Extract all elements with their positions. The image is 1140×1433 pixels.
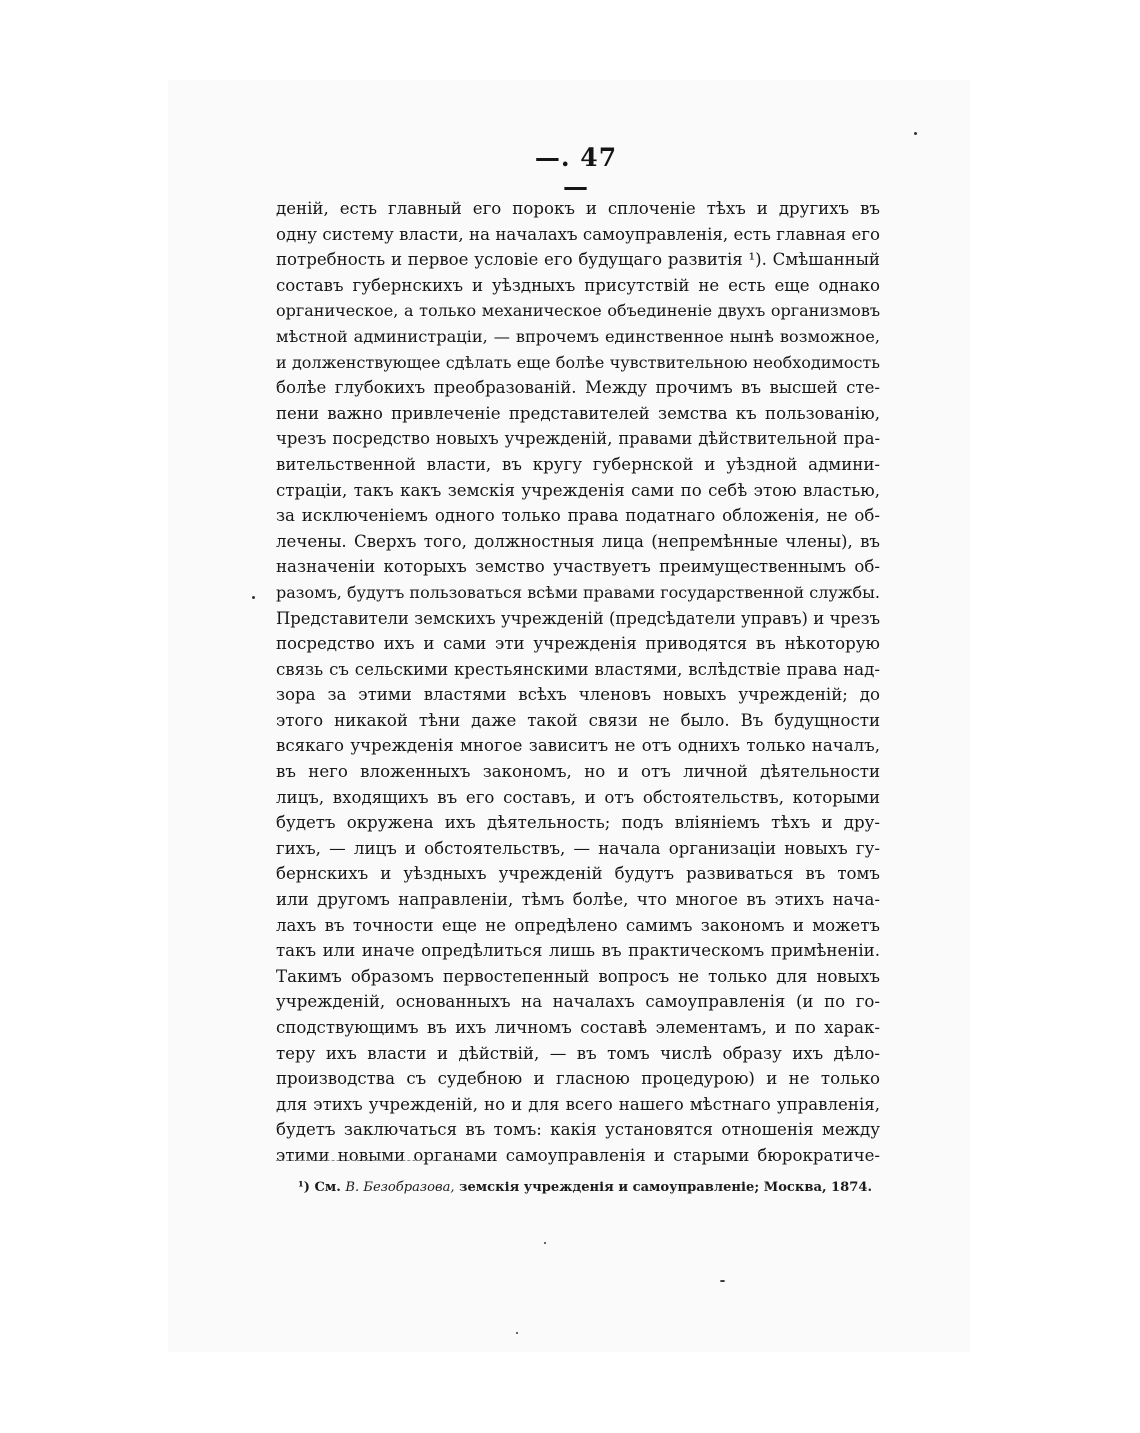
text-line: органическое, а только механическое объединеніе двухъ организмовъ bbox=[276, 301, 880, 321]
text-line: сподствующимъ въ ихъ личномъ составѣ элементамъ, и по харак- bbox=[276, 1018, 880, 1037]
text-line: лицъ, входящихъ въ его составъ, и отъ обстоятельствъ, которыми bbox=[276, 787, 880, 807]
scan-speck bbox=[252, 596, 255, 599]
text-line: этого никакой тѣни даже такой связи не было. Въ будущности bbox=[276, 710, 880, 730]
text-line: за исключеніемъ одного только права податнаго обложенія, не об- bbox=[276, 506, 880, 526]
page-number: —. 47 — bbox=[534, 143, 618, 201]
text-line: вительственной власти, въ кругу губернской и уѣздной админи- bbox=[276, 454, 880, 474]
text-line: потребность и первое условіе его будущаго развитія ¹). Смѣшанный bbox=[276, 250, 880, 270]
text-line: чрезъ посредство новыхъ учрежденій, правами дѣйствительной пра- bbox=[276, 429, 880, 449]
text-line: зора за этими властями всѣхъ членовъ новыхъ учрежденій; до bbox=[276, 685, 880, 705]
text-line: всякаго учрежденія многое зависитъ не отъ однихъ только началъ, bbox=[276, 736, 880, 756]
footnote-separator bbox=[276, 1160, 476, 1161]
text-line: и долженствующее сдѣлать еще болѣе чувствительною необходимость bbox=[276, 352, 880, 372]
text-line: такъ или иначе опредѣлиться лишь въ практическомъ примѣненіи. bbox=[276, 941, 880, 961]
text-line: пени важно привлеченіе представителей земства къ пользованію, bbox=[276, 403, 880, 423]
text-line: учрежденій, основанныхъ на началахъ самоуправленія (и по го- bbox=[276, 992, 880, 1012]
text-line: этими новыми органами самоуправленія и старыми бюрократиче- bbox=[276, 1145, 880, 1165]
text-line: теру ихъ власти и дѣйствій, — въ томъ числѣ образу ихъ дѣло- bbox=[276, 1043, 880, 1063]
text-line: посредство ихъ и сами эти учрежденія приводятся въ нѣкоторую bbox=[276, 634, 880, 654]
text-line: для этихъ учрежденій, но и для всего нашего мѣстнаго управленія, bbox=[276, 1094, 880, 1114]
body-text bbox=[276, 196, 880, 1169]
text-line: Такимъ образомъ первостепенный вопросъ не только для новыхъ bbox=[276, 966, 880, 986]
scan-speck bbox=[544, 1242, 546, 1244]
text-line: страціи, такъ какъ земскія учрежденія сами по себѣ этою властью, bbox=[276, 480, 880, 500]
text-line: бернскихъ и уѣздныхъ учрежденій будутъ развиваться въ томъ bbox=[276, 864, 880, 884]
text-line: лахъ въ точности еще не опредѣлено самимъ закономъ и можетъ bbox=[276, 915, 880, 935]
footnote-author: В. Безобразова, bbox=[345, 1180, 455, 1195]
footnote-marker: ¹) См. bbox=[298, 1180, 341, 1195]
text-line: будетъ заключаться въ томъ: какія установятся отношенія между bbox=[276, 1120, 880, 1140]
text-line: производства съ судебною и гласною процедурою) и не только bbox=[276, 1069, 880, 1089]
scan-speck bbox=[720, 1280, 725, 1282]
text-line: одну систему власти, на началахъ самоуправленія, есть главная его bbox=[276, 224, 880, 244]
text-line: въ него вложенныхъ закономъ, но и отъ личной дѣятельности bbox=[276, 762, 880, 782]
footnote-text: земскія учрежденія и самоуправленіе; Москва, 1874. bbox=[459, 1180, 873, 1195]
scan-speck bbox=[914, 132, 917, 135]
scan-speck bbox=[516, 1332, 518, 1334]
text-line: лечены. Сверхъ того, должностныя лица (непремѣнные члены), въ bbox=[276, 531, 880, 551]
text-line: мѣстной администраціи, — впрочемъ единственное нынѣ возможное, bbox=[276, 326, 880, 346]
footnote bbox=[298, 1180, 878, 1195]
text-line: назначеніи которыхъ земство участвуетъ преимущественнымъ об- bbox=[276, 557, 880, 577]
text-line: гихъ, — лицъ и обстоятельствъ, — начала организаціи новыхъ гу- bbox=[276, 838, 880, 858]
text-line: составъ губернскихъ и уѣздныхъ присутствій не есть еще однако bbox=[276, 275, 880, 295]
text-line: Представители земскихъ учрежденій (предсѣдатели управъ) и чрезъ bbox=[276, 608, 880, 628]
text-line: связь съ сельскими крестьянскими властями, вслѣдствіе права над- bbox=[276, 659, 880, 679]
text-line: деній, есть главный его порокъ и сплоченіе тѣхъ и другихъ въ bbox=[276, 199, 880, 218]
text-line: или другомъ направленіи, тѣмъ болѣе, что многое въ этихъ нача- bbox=[276, 890, 880, 910]
text-line: будетъ окружена ихъ дѣятельность; подъ вліяніемъ тѣхъ и дру- bbox=[276, 813, 880, 833]
text-line: разомъ, будутъ пользоваться всѣми правами государственной службы. bbox=[276, 582, 880, 602]
text-line: болѣе глубокихъ преобразованій. Между прочимъ въ высшей сте- bbox=[276, 378, 880, 398]
